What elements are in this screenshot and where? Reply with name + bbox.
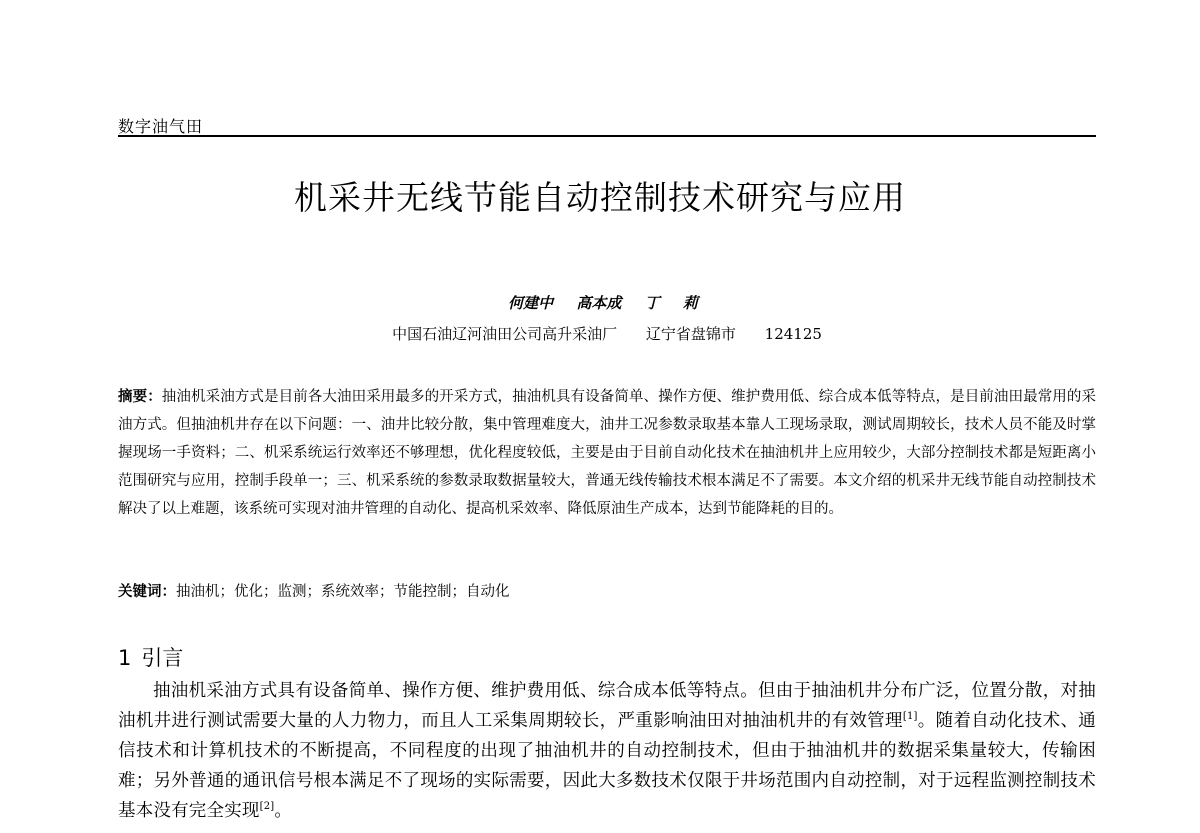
body-text-part3: 。 [274, 801, 293, 821]
affiliation-location: 辽宁省盘锦市 [645, 325, 736, 343]
affiliation [0, 323, 1200, 344]
keywords-text: 抽油机；优化；监测；系统效率；节能控制；自动化 [176, 584, 510, 600]
affiliation-org: 中国石油辽河油田公司高升采油厂 [392, 325, 618, 343]
body-text-part2: 。随着自动化技术、通信技术和计算机技术的不断提高，不同程度的出现了抽油机井的自动控制技术，但由于抽油机井的数据采集量较大，传输困难；另外普通的通讯信号根本满足不了现场的实际需要，因此大多数技术仅限于井场范围内自动控制，对于远程监测控制技术基本没有完全实现 [118, 711, 1097, 821]
section-number: 1 [118, 646, 132, 670]
authors: 何建中 高本成 丁 莉 [508, 294, 698, 312]
running-head: 数字油气田 [118, 117, 204, 136]
section-title: 引言 [141, 646, 184, 670]
paper-title: 机采井无线节能自动控制技术研究与应用 [294, 178, 906, 217]
affiliation-postcode: 124125 [764, 325, 822, 343]
header-rule [118, 135, 1096, 137]
section-heading [118, 642, 183, 672]
body-text-part1: 抽油机采油方式具有设备简单、操作方便、维护费用低、综合成本低等特点。但由于抽油机井分布广泛，位置分散，对抽油机井进行测试需要大量的人力物力，而且人工采集周期较长，严重影响油田对抽油机井的有效管理 [118, 681, 1096, 731]
keywords-label: 关键词： [118, 584, 176, 600]
citation-ref-1[interactable]: [1] [902, 711, 918, 723]
keywords [118, 580, 1096, 604]
body-paragraph [118, 676, 1096, 826]
abstract-label: 摘要： [118, 389, 162, 405]
abstract [118, 383, 1096, 523]
abstract-text: 抽油机采油方式是目前各大油田采用最多的开采方式，抽油机具有设备简单、操作方便、维护费用低、综合成本低等特点，是目前油田最常用的采油方式。但抽油机井存在以下问题：一、油井比较分散，集中管理难度大，油井工况参数录取基本靠人工现场录取，测试周期较长，技术人员不能及时掌握现场一手资料；二、机采系统运行效率还不够理想，优化程度较低，主要是由于目前自动化技术在抽油机井上应用较少，大部分控制技术都是短距离小范围研究与应用，控制手段单一；三、机采系统的参数录取数据量较大，普通无线传输技术根本满足不了需要。本文介绍的机采井无线节能自动控制技术解决了以上难题，该系统可实现对油井管理的自动化、提高机采效率、降低原油生产成本，达到节能降耗的目的。 [118, 389, 1096, 517]
citation-ref-2[interactable]: [2] [259, 801, 275, 813]
